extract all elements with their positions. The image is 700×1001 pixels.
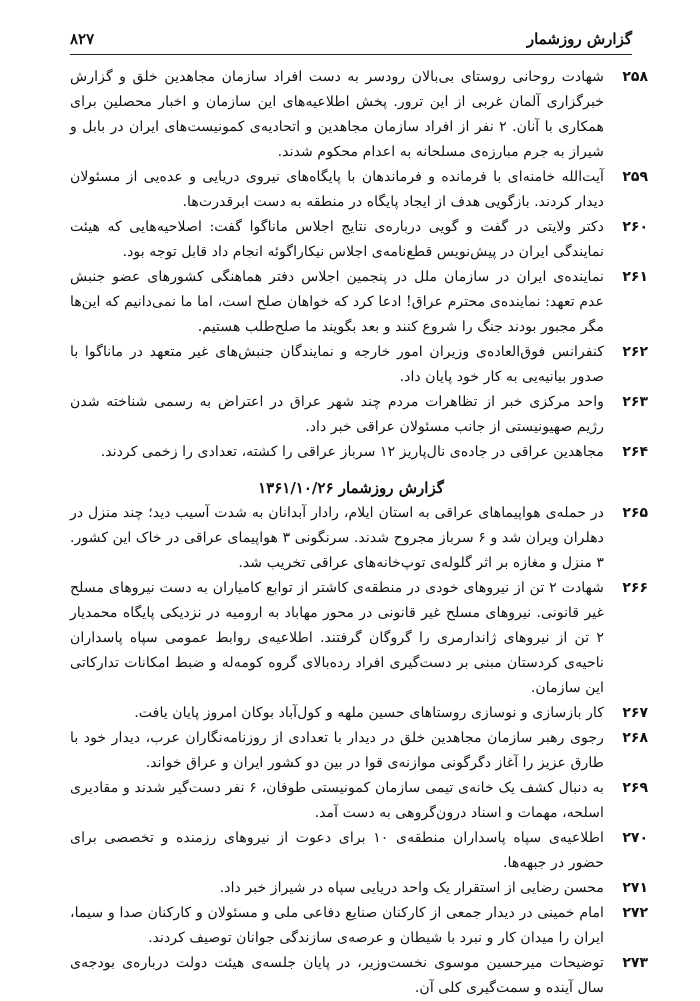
entry-number: ۲۷۱ — [622, 880, 648, 896]
entry-number: ۲۶۳ — [622, 394, 648, 410]
entry-item — [70, 576, 648, 701]
entries-section-1 — [70, 65, 648, 465]
entry-item — [70, 876, 648, 901]
running-title: گزارش روزشمار — [526, 30, 632, 48]
entry-number: ۲۶۱ — [622, 269, 648, 285]
entry-text: در حمله‌ی هواپیماهای عراقی به استان ایلام، رادار آبدانان به شدت آسیب دید؛ چند منزل در دهلران ویران شد و ۶ سرباز مجروح شدند. سرنگونی ۳ هواپیمای عراقی در خاک این کشور. ۳ منزل و مغازه بر اثر گلوله‌ی توپ‌خانه‌های عراقی تخریب شد. — [70, 505, 605, 571]
entry-number: ۲۶۴ — [622, 444, 648, 460]
entry-number: ۲۵۸ — [622, 69, 648, 85]
entry-text: رجوی رهبر سازمان مجاهدین خلق در دیدار با تعدادی از روزنامه‌نگاران عرب، دیدار خود با طارق عزیز را آغاز دگرگونی موازنه‌ی قوا در بین دو کشور ایران و عراق خواند. — [70, 730, 604, 771]
page-number: ۸۲۷ — [70, 30, 95, 48]
entry-item — [70, 65, 648, 165]
entry-number: ۲۷۳ — [622, 955, 648, 971]
entry-number: ۲۷۰ — [622, 830, 648, 846]
entry-text: مجاهدین عراقی در جاده‌ی نال‌پاریز ۱۲ سرباز عراقی را کشته، تعدادی را زخمی کردند. — [100, 444, 604, 460]
entry-text: امام خمینی در دیدار جمعی از کارکنان صنایع دفاعی ملی و مسئولان و کارکنان صدا و سیما، ایران را میدان کار و نبرد با شیطان و عرصه‌ی سازندگی جوانان توصیف کردند. — [70, 905, 604, 946]
entry-text: آیت‌الله خامنه‌ای با فرمانده و فرماندهان با پایگاه‌های نیروی دریایی و عده‌یی از مسئولان دیدار کردند. بازگویی هدف از ایجاد پایگاه در منطقه به دست ابرقدرت‌ها. — [70, 169, 604, 210]
entry-text: واحد مرکزی خبر از تظاهرات مردم چند شهر عراق در اعتراض به رسمی شناخته شدن رژیم صهیونیستی از جانب مسئولان عراقی خبر داد. — [70, 394, 604, 435]
page-header — [70, 30, 632, 55]
entry-text: دکتر ولایتی در گفت و گویی درباره‌ی نتایج اجلاس ماناگوا گفت: اصلاحیه‌هایی که هیئت نمایندگی ایران در پیش‌نویس قطع‌نامه‌ی اجلاس نیکاراگوئه انجام داد قابل توجه بود. — [70, 219, 604, 260]
entry-number: ۲۶۰ — [622, 219, 648, 235]
entry-number: ۲۶۶ — [622, 580, 648, 596]
entry-item — [70, 215, 648, 265]
entry-item — [70, 701, 648, 726]
entry-number: ۲۶۲ — [622, 344, 648, 360]
entry-text: به دنبال کشف یک خانه‌ی تیمی سازمان کمونیستی طوفان، ۶ نفر دست‌گیر شدند و مقادیری اسلحه، مهمات و اسناد درون‌گروهی به دست آمد. — [70, 780, 604, 821]
entry-text: کار بازسازی و نوسازی روستاهای حسین ملهه و کول‌آباد بوکان امروز پایان یافت. — [134, 705, 604, 721]
entry-number: ۲۵۹ — [622, 169, 648, 185]
entry-item — [70, 265, 648, 340]
entry-item — [70, 901, 648, 951]
entry-item — [70, 165, 648, 215]
entry-item — [70, 826, 648, 876]
entry-text: محسن رضایی از استقرار یک واحد دریایی سپاه در شیراز خبر داد. — [219, 880, 604, 896]
entry-text: اطلاعیه‌ی سپاه پاسداران منطقه‌ی ۱۰ برای دعوت از نیروهای رزمنده و تخصصی برای حضور در جبهه‌ها. — [70, 830, 604, 871]
entry-text: کنفرانس فوق‌العاده‌ی وزیران امور خارجه و نمایندگان جنبش‌های غیر متعهد در ماناگوا با صدور بیانیه‌یی به کار خود پایان داد. — [70, 344, 604, 385]
entry-item — [70, 501, 648, 576]
entry-item — [70, 776, 648, 826]
entry-number: ۲۶۸ — [622, 730, 648, 746]
entry-number: ۲۶۷ — [622, 705, 648, 721]
entry-text: نماینده‌ی ایران در سازمان ملل در پنجمین اجلاس دفتر هماهنگی کشورهای عضو جنبش عدم تعهد: نماینده‌ی محترم عراق! ادعا کرد که خواهان صلح است، اما ما نمی‌دانیم که این‌ها مگر مجبور بودند جنگ را شروع کنند و بعد بگویند ما صلح‌طلب هستیم. — [70, 269, 604, 335]
entry-text: شهادت ۲ تن از نیروهای خودی در منطقه‌ی کاشتر از توابع کامیاران به دست نیروهای مسلح غیر قانونی. نیروهای مسلح غیر قانونی در محور مهاباد به ارومیه در نزدیکی پایگاه محمدیار ۲ تن از نیروهای ژاندارمری را گروگان گرفتند. اطلاعیه‌ی روابط عمومی سپاه پاسداران ناحیه‌ی کردستان مبنی بر دست‌گیری افراد رده‌بالای گروه کومه‌له و ضبط امکانات تدارکاتی این سازمان. — [70, 580, 605, 696]
entry-text: توضیحات میرحسین موسوی نخست‌وزیر، در پایان جلسه‌ی هیئت دولت درباره‌ی بودجه‌ی سال آینده و سمت‌گیری کلی آن. — [70, 955, 604, 996]
entry-text: شهادت روحانی روستای بی‌بالان رودسر به دست افراد سازمان مجاهدین خلق و گزارش خبرگزاری آلمان غربی از این ترور. پخش اطلاعیه‌های این سازمان و اخبار محصلین برای همکاری با آنان. ۲ نفر از افراد سازمان مجاهدین و اتحادیه‌ی کمونیست‌های ایران در بابل و شیراز به جرم مبارزه‌ی مسلحانه به اعدام محکوم شدند. — [70, 69, 604, 160]
entry-item — [70, 340, 648, 390]
section-heading: گزارش روزشمار ۱۳۶۱/۱۰/۲۶ — [258, 479, 444, 497]
entry-item — [70, 951, 648, 1001]
entry-number: ۲۶۹ — [622, 780, 648, 796]
entry-item — [70, 440, 648, 465]
entry-number: ۲۶۵ — [622, 505, 648, 521]
entry-item — [70, 390, 648, 440]
entry-item — [70, 726, 648, 776]
entries-section-2 — [70, 501, 648, 1001]
entry-number: ۲۷۲ — [622, 905, 648, 921]
